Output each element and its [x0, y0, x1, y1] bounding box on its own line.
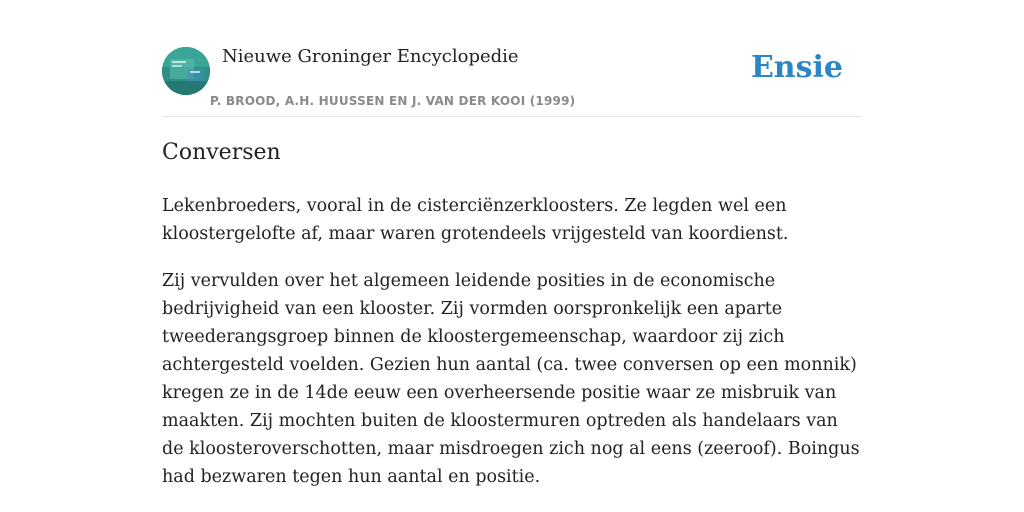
- article-paragraph: Lekenbroeders, vooral in de cisterciënzerkloosters. Ze legden wel een kloostergelofte af, maar waren grotendeels vrijgesteld van koordienst.: [162, 196, 789, 244]
- source-authors: P. BROOD, A.H. HUUSSEN EN J. VAN DER KOOI (1999): [210, 94, 576, 108]
- source-header: [162, 44, 862, 117]
- ensie-logo[interactable]: Ensie: [750, 50, 843, 85]
- article-body: [162, 192, 864, 510]
- source-title[interactable]: Nieuwe Groninger Encyclopedie: [222, 46, 519, 67]
- book-cover-icon[interactable]: [162, 47, 210, 95]
- article-title: Conversen: [162, 140, 281, 165]
- article-paragraph: Zij vervulden over het algemeen leidende posities in de economische bedrijvigheid van een klooster. Zij vormden oorspronkelijk een aparte tweederangsgroep binnen de kloostergemeenschap, waardoor zij zich achtergesteld voelden. Gezien hun aantal (ca. twee conversen op een monnik) kregen ze in de 14de eeuw een overheersende positie waar ze misbruik van maakten. Zij mochten buiten de kloostermuren optreden als handelaars van de kloosteroverschotten, maar misdroegen zich nog al eens (zeeroof). Boingus had bezwaren tegen hun aantal en positie.: [162, 271, 860, 487]
